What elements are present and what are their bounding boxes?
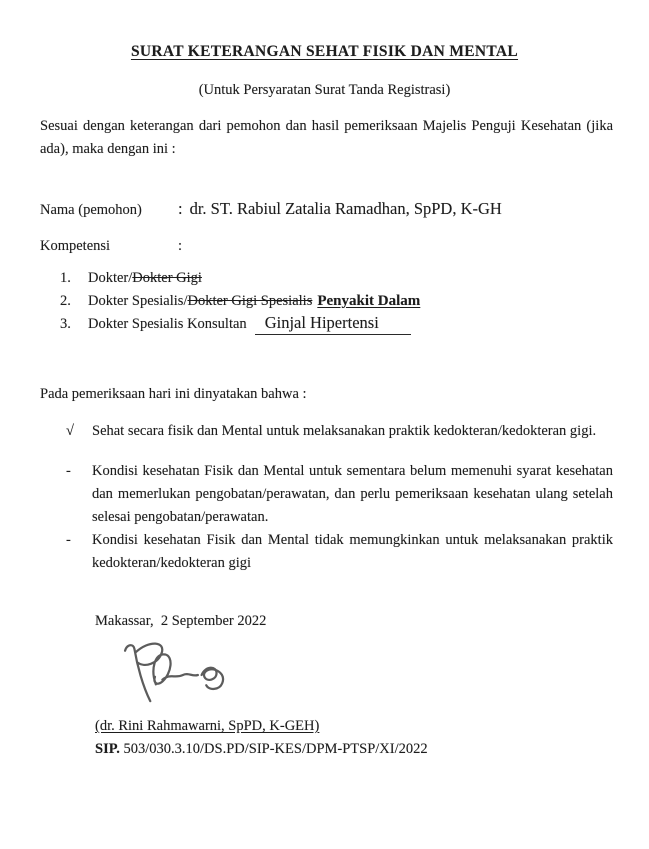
filled-specialty: Penyakit Dalam [317,293,421,309]
checkmark-icon: √ [66,423,74,439]
competence-list [60,267,649,336]
competence-label: Kompetensi [40,238,111,254]
intro-paragraph: Sesuai dengan keterangan dari pemohon dan hasil pemeriksaan Majelis Penguji Kesehatan (jika ada), maka dengan ini : [40,118,613,157]
signature-scribble [112,637,252,713]
statement-text: Kondisi kesehatan Fisik dan Mental untuk sementara belum memenuhi syarat kesehatan dan memerlukan pengobatan/perawatan, dan perlu pemeriksaan kesehatan ulang setelah selesai pengobatan/perawatan. [92,463,613,525]
sip-number: 503/030.3.10/DS.PD/SIP-KES/DPM-PTSP/XI/2022 [123,741,428,757]
struck-text: Dokter Gigi [132,270,202,286]
signer-name: (dr. Rini Rahmawarni, SpPD, K-GEH) [95,718,320,734]
item-number: 1. [60,270,71,286]
name-colon: : [178,199,183,218]
dash-bullet: - [66,463,71,479]
item-number: 2. [60,293,71,309]
sip-line [95,738,649,761]
list-item [60,290,649,313]
examination-intro: Pada pemeriksaan hari ini dinyatakan bahwa : [40,386,307,402]
name-value: dr. ST. Rabiul Zatalia Ramadhan, SpPD, K-GH [189,199,502,218]
item-number: 3. [60,316,71,332]
filled-blank-consultant: Ginjal Hipertensi [255,313,411,335]
dash-bullet: - [66,532,71,548]
statement-checked [66,420,649,443]
sip-label: SIP. [95,741,120,757]
struck-text: Dokter Gigi Spesialis [187,293,313,309]
competence-colon: : [178,238,183,254]
place-date: Makassar, 2 September 2022 [95,613,267,629]
document-subtitle: (Untuk Persyaratan Surat Tanda Registrasi) [198,82,451,98]
name-label: Nama (pemohon) [40,202,142,218]
document-title: SURAT KETERANGAN SEHAT FISIK DAN MENTAL [130,43,519,60]
applicant-name-row [40,197,649,222]
list-item [60,267,649,290]
statement-text: Sehat secara fisik dan Mental untuk melaksanakan praktik kedokteran/kedokteran gigi. [92,423,597,439]
item-text: Dokter Spesialis Konsultan Ginjal Hipertensi [88,313,411,336]
list-item [60,313,649,336]
competence-row [40,235,649,258]
statement-unchecked [66,529,649,575]
item-text: Dokter Spesialis/Dokter Gigi Spesialis Penyakit Dalam [88,293,421,309]
statement-unchecked [66,460,649,529]
item-text: Dokter/Dokter Gigi [88,270,202,286]
signature-image [112,637,649,713]
statement-text: Kondisi kesehatan Fisik dan Mental tidak memungkinkan untuk melaksanakan praktik kedokteran/kedokteran gigi [92,532,613,571]
